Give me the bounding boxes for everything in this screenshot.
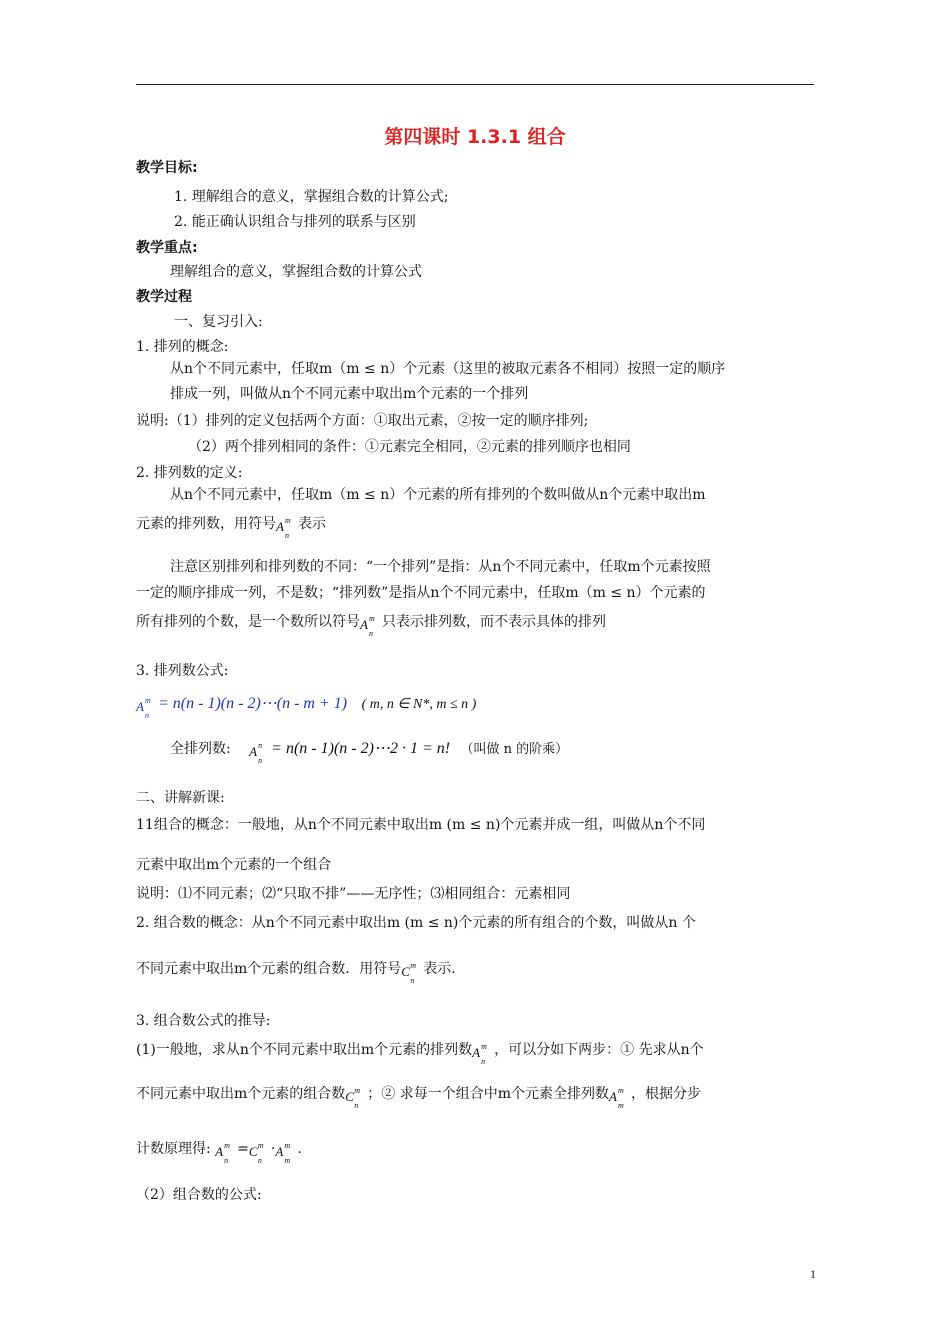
permutation-number-line2 (136, 513, 326, 540)
symbol-C-m-n (248, 1138, 271, 1165)
derivation-line2 (136, 1083, 702, 1110)
sym-sub: n (257, 1156, 262, 1165)
permutation-number-line1: 从n个不同元素中，任取m（m ≤ n）个元素的所有排列的个数叫做从n个元素中取出m (170, 487, 706, 503)
sym-sub: n (481, 1057, 486, 1066)
symbol-A-m-m (275, 1138, 297, 1165)
sym-sub: n (145, 711, 149, 720)
combination-concept-line2: 元素中取出m个元素的一个组合 (136, 857, 332, 873)
sym-sub: m (284, 1156, 291, 1165)
sym-sup: n (258, 741, 263, 750)
text: 不同元素中取出m个元素的组合数 (136, 1086, 346, 1102)
text: ，可以分如下两步：① 先求从n个 (494, 1042, 704, 1058)
sym-sup: m (369, 614, 375, 623)
sym-sub: n (258, 756, 263, 765)
symbol-A-m-n (472, 1039, 494, 1066)
sym-sup: m (285, 516, 291, 525)
sym-base: A (215, 1144, 224, 1159)
section-process: 教学过程 (136, 289, 192, 305)
sym-base: A (136, 699, 144, 714)
sym-base: A (275, 1144, 284, 1159)
text: 表示. (423, 961, 456, 977)
sym-base: A (472, 1045, 481, 1060)
sym-sup: m (284, 1141, 291, 1150)
sym-base: A (609, 1089, 617, 1104)
combination-formula-heading: （2）组合数的公式: (136, 1187, 262, 1203)
distinction-line3 (136, 611, 606, 638)
text: 所有排列的个数，是一个数所以符号 (136, 614, 360, 630)
distinction-line2: 一定的顺序排成一列，不是数；“排列数”是指从n个不同元素中，任取m（m ≤ n）个元素的 (136, 585, 706, 601)
derivation-line1 (136, 1039, 704, 1066)
new-lesson-heading: 二、讲解新课: (136, 790, 225, 806)
text: 不同元素中取出m个元素的组合数．用符号 (136, 961, 402, 977)
permutation-formula-heading: 3. 排列数公式: (136, 663, 229, 679)
full-label: 全排列数: (170, 741, 231, 757)
symbol-A-m-n (360, 611, 382, 638)
full-permutation (170, 738, 569, 765)
sym-base: C (401, 964, 410, 979)
note-1: 说明:（1）排列的定义包括两个方面：①取出元素，②按一定的顺序排列; (136, 413, 589, 429)
symbol-A-m-m (609, 1083, 631, 1110)
factorial-note: （叫做 n 的阶乘） (460, 742, 569, 757)
note-2: （2）两个排列相同的条件：①元素完全相同，②元素的排列顺序也相同 (188, 439, 631, 455)
sym-sup: m (410, 961, 417, 970)
sym-base: A (276, 519, 284, 534)
sym-sub: n (285, 531, 289, 540)
sym-base: A (360, 617, 368, 632)
formula-text: = n(n - 1)(n - 2)⋯2 · 1 = n! (271, 740, 451, 757)
symbol-C-m-n (401, 958, 423, 985)
sym-sub: m (618, 1101, 624, 1110)
section-key: 教学重点: (136, 240, 198, 256)
sym-sup: m (224, 1141, 230, 1150)
symbol-A-m-n (136, 693, 158, 720)
dot: · (270, 1141, 276, 1157)
sym-base: A (249, 744, 258, 759)
sym-sup: m (145, 696, 151, 705)
sym-sub: n (224, 1156, 229, 1165)
sym-sup: m (618, 1086, 624, 1095)
sym-sub: n (354, 1101, 359, 1110)
key-1: 理解组合的意义，掌握组合数的计算公式 (170, 264, 422, 280)
sym-base: C (345, 1089, 354, 1104)
formula-condition: ( m, n ∈ N*, m ≤ n ) (361, 697, 477, 712)
text: ；② 求每一个组合中m个元素全排列数 (367, 1086, 610, 1102)
permutation-concept-line1: 从n个不同元素中，任取m（m ≤ n）个元素（这里的被取元素各不相同）按照一定的顺序 (170, 361, 726, 377)
formula-text: = n(n - 1)(n - 2)⋯(n - m + 1) (158, 695, 348, 712)
page-number: 1 (810, 1267, 816, 1281)
symbol-A-m-n (215, 1138, 237, 1165)
sym-base: C (248, 1144, 258, 1159)
page-title: 第四课时 1.3.1 组合 (384, 126, 566, 148)
sym-sup: m (354, 1086, 361, 1095)
symbol-A-m-n (276, 513, 298, 540)
permutation-number-heading: 2. 排列数的定义: (136, 465, 243, 481)
sym-sub: n (369, 629, 373, 638)
text: ，根据分步 (631, 1086, 702, 1102)
goal-1: 1. 理解组合的意义，掌握组合数的计算公式; (174, 189, 449, 205)
text: 只表示排列数，而不表示具体的排列 (382, 614, 606, 630)
sym-sup: m (481, 1042, 487, 1051)
text: 元素的排列数，用符号 (136, 516, 276, 532)
derivation-line3: 计数原理得: A m n = C m n · A m m . (136, 1138, 302, 1160)
review-heading: 一、复习引入: (174, 314, 263, 330)
combination-note: 说明：⑴不同元素；⑵“只取不排”——无序性；⑶相同组合：元素相同 (136, 886, 571, 902)
distinction-line1: 注意区别排列和排列数的不同：“一个排列”是指：从n个不同元素中，任取m个元素按照 (170, 559, 711, 575)
sym-sub: n (410, 976, 415, 985)
equals: = (237, 1141, 249, 1157)
text: 计数原理得: (136, 1141, 211, 1157)
header-rule (136, 84, 814, 85)
combination-concept-line1: 11组合的概念：一般地，从n个不同元素中取出m (m ≤ n)个元素并成一组，叫做从n个不同 (136, 817, 706, 833)
permutation-formula (136, 693, 477, 720)
permutation-concept-line2: 排成一列，叫做从n个不同元素中取出m个元素的一个排列 (170, 386, 529, 402)
combination-number-line1: 2. 组合数的概念：从n个不同元素中取出m (m ≤ n)个元素的所有组合的个数，叫做从n 个 (136, 915, 696, 931)
text: (1)一般地，求从n个不同元素中取出m个元素的排列数 (136, 1042, 473, 1058)
symbol-C-m-n (345, 1083, 367, 1110)
goal-2: 2. 能正确认识组合与排列的联系与区别 (174, 214, 416, 230)
permutation-concept-heading: 1. 排列的概念: (136, 339, 229, 355)
symbol-A-n-n (249, 738, 271, 765)
text: 表示 (298, 516, 326, 532)
section-goal: 教学目标: (136, 160, 198, 176)
combination-derivation-heading: 3. 组合数公式的推导: (136, 1013, 271, 1029)
sym-sup: m (257, 1141, 264, 1150)
combination-number-line2 (136, 958, 456, 985)
